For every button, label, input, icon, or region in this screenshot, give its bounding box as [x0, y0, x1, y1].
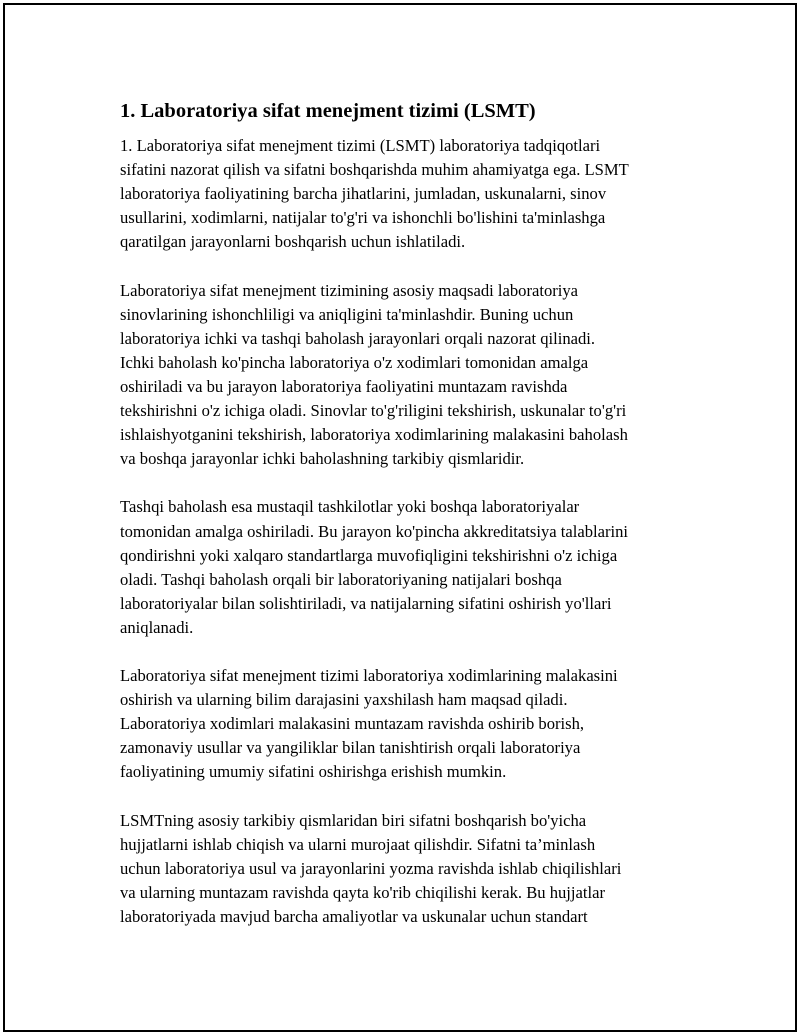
paragraph-5: LSMTning asosiy tarkibiy qismlaridan biri sifatni boshqarish bo'yicha hujjatlarni ishlab chiqish va ularni murojaat qilishdir. Sifatni ta’minlash uchun laboratoriya usul va jarayonlarini yozma ravishda ishlab chiqilishlari va ularning muntazam ravishda qayta ko'rib chiqilishi kerak. Bu hujjatlar laboratoriyada mavjud barcha amaliyotlar va uskunalar uchun standart — [120, 810, 622, 926]
paragraph-3: Tashqi baholash esa mustaqil tashkilotlar yoki boshqa laboratoriyalar tomonidan amalga oshiriladi. Bu jarayon ko'pincha akkreditatsiya talablarini qondirishni yoki xalqaro standartlarga muvofiqligini tekshirishni o'z ichiga oladi. Tashqi baholash orqali bir laboratoriyaning natijalari boshqa laboratoriyalar bilan solishtiriladi, va natijalarning sifatini oshirish yo'llari aniqlanadi. — [120, 497, 629, 637]
section-heading: 1. Laboratoriya sifat menejment tizimi (LSMT) — [120, 100, 536, 122]
paragraph-2: Laboratoriya sifat menejment tizimining asosiy maqsadi laboratoriya sinovlarining ishonchliligi va aniqligini ta'minlashdir. Buning uchun laboratoriya ichki va tashqi baholash jarayonlari orqali nazorat qilinadi. Ichki baholash ko'pincha laboratoriya o'z xodimlari tomonidan amalga oshiriladi va bu jarayon laboratoriya faoliyatini muntazam ravishda tekshirishni o'z ichiga oladi. Sinovlar to'g'riligini tekshirish, uskunalar to'g'ri ishlaishyotganini tekshirish, laboratoriya xodimlarining malakasini baholash va boshqa jarayonlar ichki baholashning tarkibiy qismlaridir. — [120, 280, 628, 469]
document-body — [120, 98, 700, 953]
paragraph-4: Laboratoriya sifat menejment tizimi laboratoriya xodimlarining malakasini oshirish va ularning bilim darajasini yaxshilash ham maqsad qiladi. Laboratoriya xodimlari malakasini muntazam ravishda oshirib borish, zamonaviy usullar va yangiliklar bilan tanishtirish orqali laboratoriya faoliyatining umumiy sifatini oshirishga erishish mumkin. — [120, 666, 618, 782]
paragraph-1: 1. Laboratoriya sifat menejment tizimi (LSMT) laboratoriya tadqiqotlari sifatini nazorat qilish va sifatni boshqarishda muhim ahamiyatga ega. LSMT laboratoriya faoliyatining barcha jihatlarini, jumladan, uskunalarni, sinov usullarini, xodimlarni, natijalar to'g'ri va ishonchli bo'lishini ta'minlashga qaratilgan jarayonlarni boshqarish uchun ishlatiladi. — [120, 136, 629, 252]
document-page — [3, 3, 797, 1032]
